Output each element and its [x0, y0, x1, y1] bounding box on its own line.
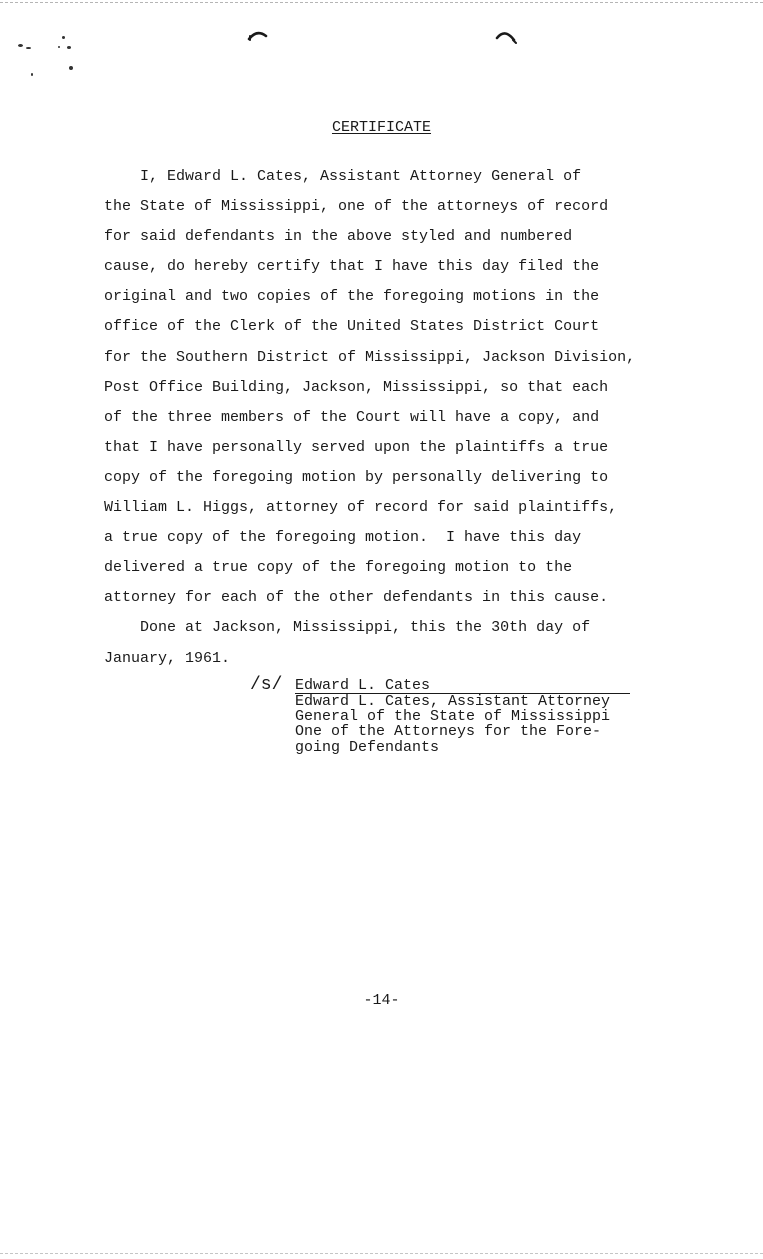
signature-line	[250, 675, 650, 693]
body-line: Done at Jackson, Mississippi, this the 30th day of	[104, 619, 591, 637]
body-line: William L. Higgs, attorney of record for said plaintiffs,	[104, 499, 618, 517]
signed-name: Edward L. Cates	[295, 678, 630, 694]
scan-speck	[18, 44, 23, 47]
body-line: of the three members of the Court will have a copy, and	[104, 408, 600, 426]
signature-block	[250, 675, 650, 756]
punch-mark-icon	[247, 28, 269, 44]
page-number: -14-	[363, 992, 400, 1009]
body-line: office of the Clerk of the United States District Court	[104, 318, 600, 336]
body-line: for the Southern District of Mississippi, Jackson Division,	[104, 348, 636, 366]
signatory-details	[295, 694, 635, 755]
body-line: attorney for each of the other defendants in this cause.	[104, 589, 609, 607]
body-line: copy of the foregoing motion by personally delivering to	[104, 468, 609, 486]
body-line: I, Edward L. Cates, Assistant Attorney General of	[104, 168, 582, 185]
scan-speck	[26, 47, 31, 49]
body-line: cause, do hereby certify that I have this day filed the	[104, 258, 600, 276]
document-title: CERTIFICATE	[331, 119, 432, 136]
signature-prefix: /s/	[250, 675, 283, 695]
body-line: Post Office Building, Jackson, Mississippi, so that each	[104, 378, 609, 396]
scan-speck	[67, 46, 71, 49]
body-line: for said defendants in the above styled and numbered	[104, 228, 573, 246]
body-line: January, 1961.	[104, 649, 231, 667]
punch-mark-icon	[495, 28, 517, 44]
signatory-line: going Defendants	[295, 738, 440, 756]
signatory-line: Edward L. Cates, Assistant Attorney	[295, 693, 611, 710]
scan-speck	[69, 66, 73, 70]
body-line: original and two copies of the foregoing motions in the	[104, 288, 600, 306]
bottom-edge-line	[0, 1253, 763, 1254]
signatory-line: One of the Attorneys for the Fore-	[295, 723, 602, 741]
scan-speck	[58, 46, 60, 48]
body-line: that I have personally served upon the plaintiffs a true	[104, 438, 609, 456]
scan-speck	[62, 36, 65, 39]
body-line: the State of Mississippi, one of the attorneys of record	[104, 198, 609, 216]
signatory-line: General of the State of Mississippi	[295, 708, 611, 726]
body-line: delivered a true copy of the foregoing motion to the	[104, 559, 573, 577]
body-line: a true copy of the foregoing motion. I have this day	[104, 529, 582, 547]
scan-speck	[31, 73, 33, 76]
certificate-body	[104, 162, 664, 674]
top-edge-line	[0, 2, 763, 3]
